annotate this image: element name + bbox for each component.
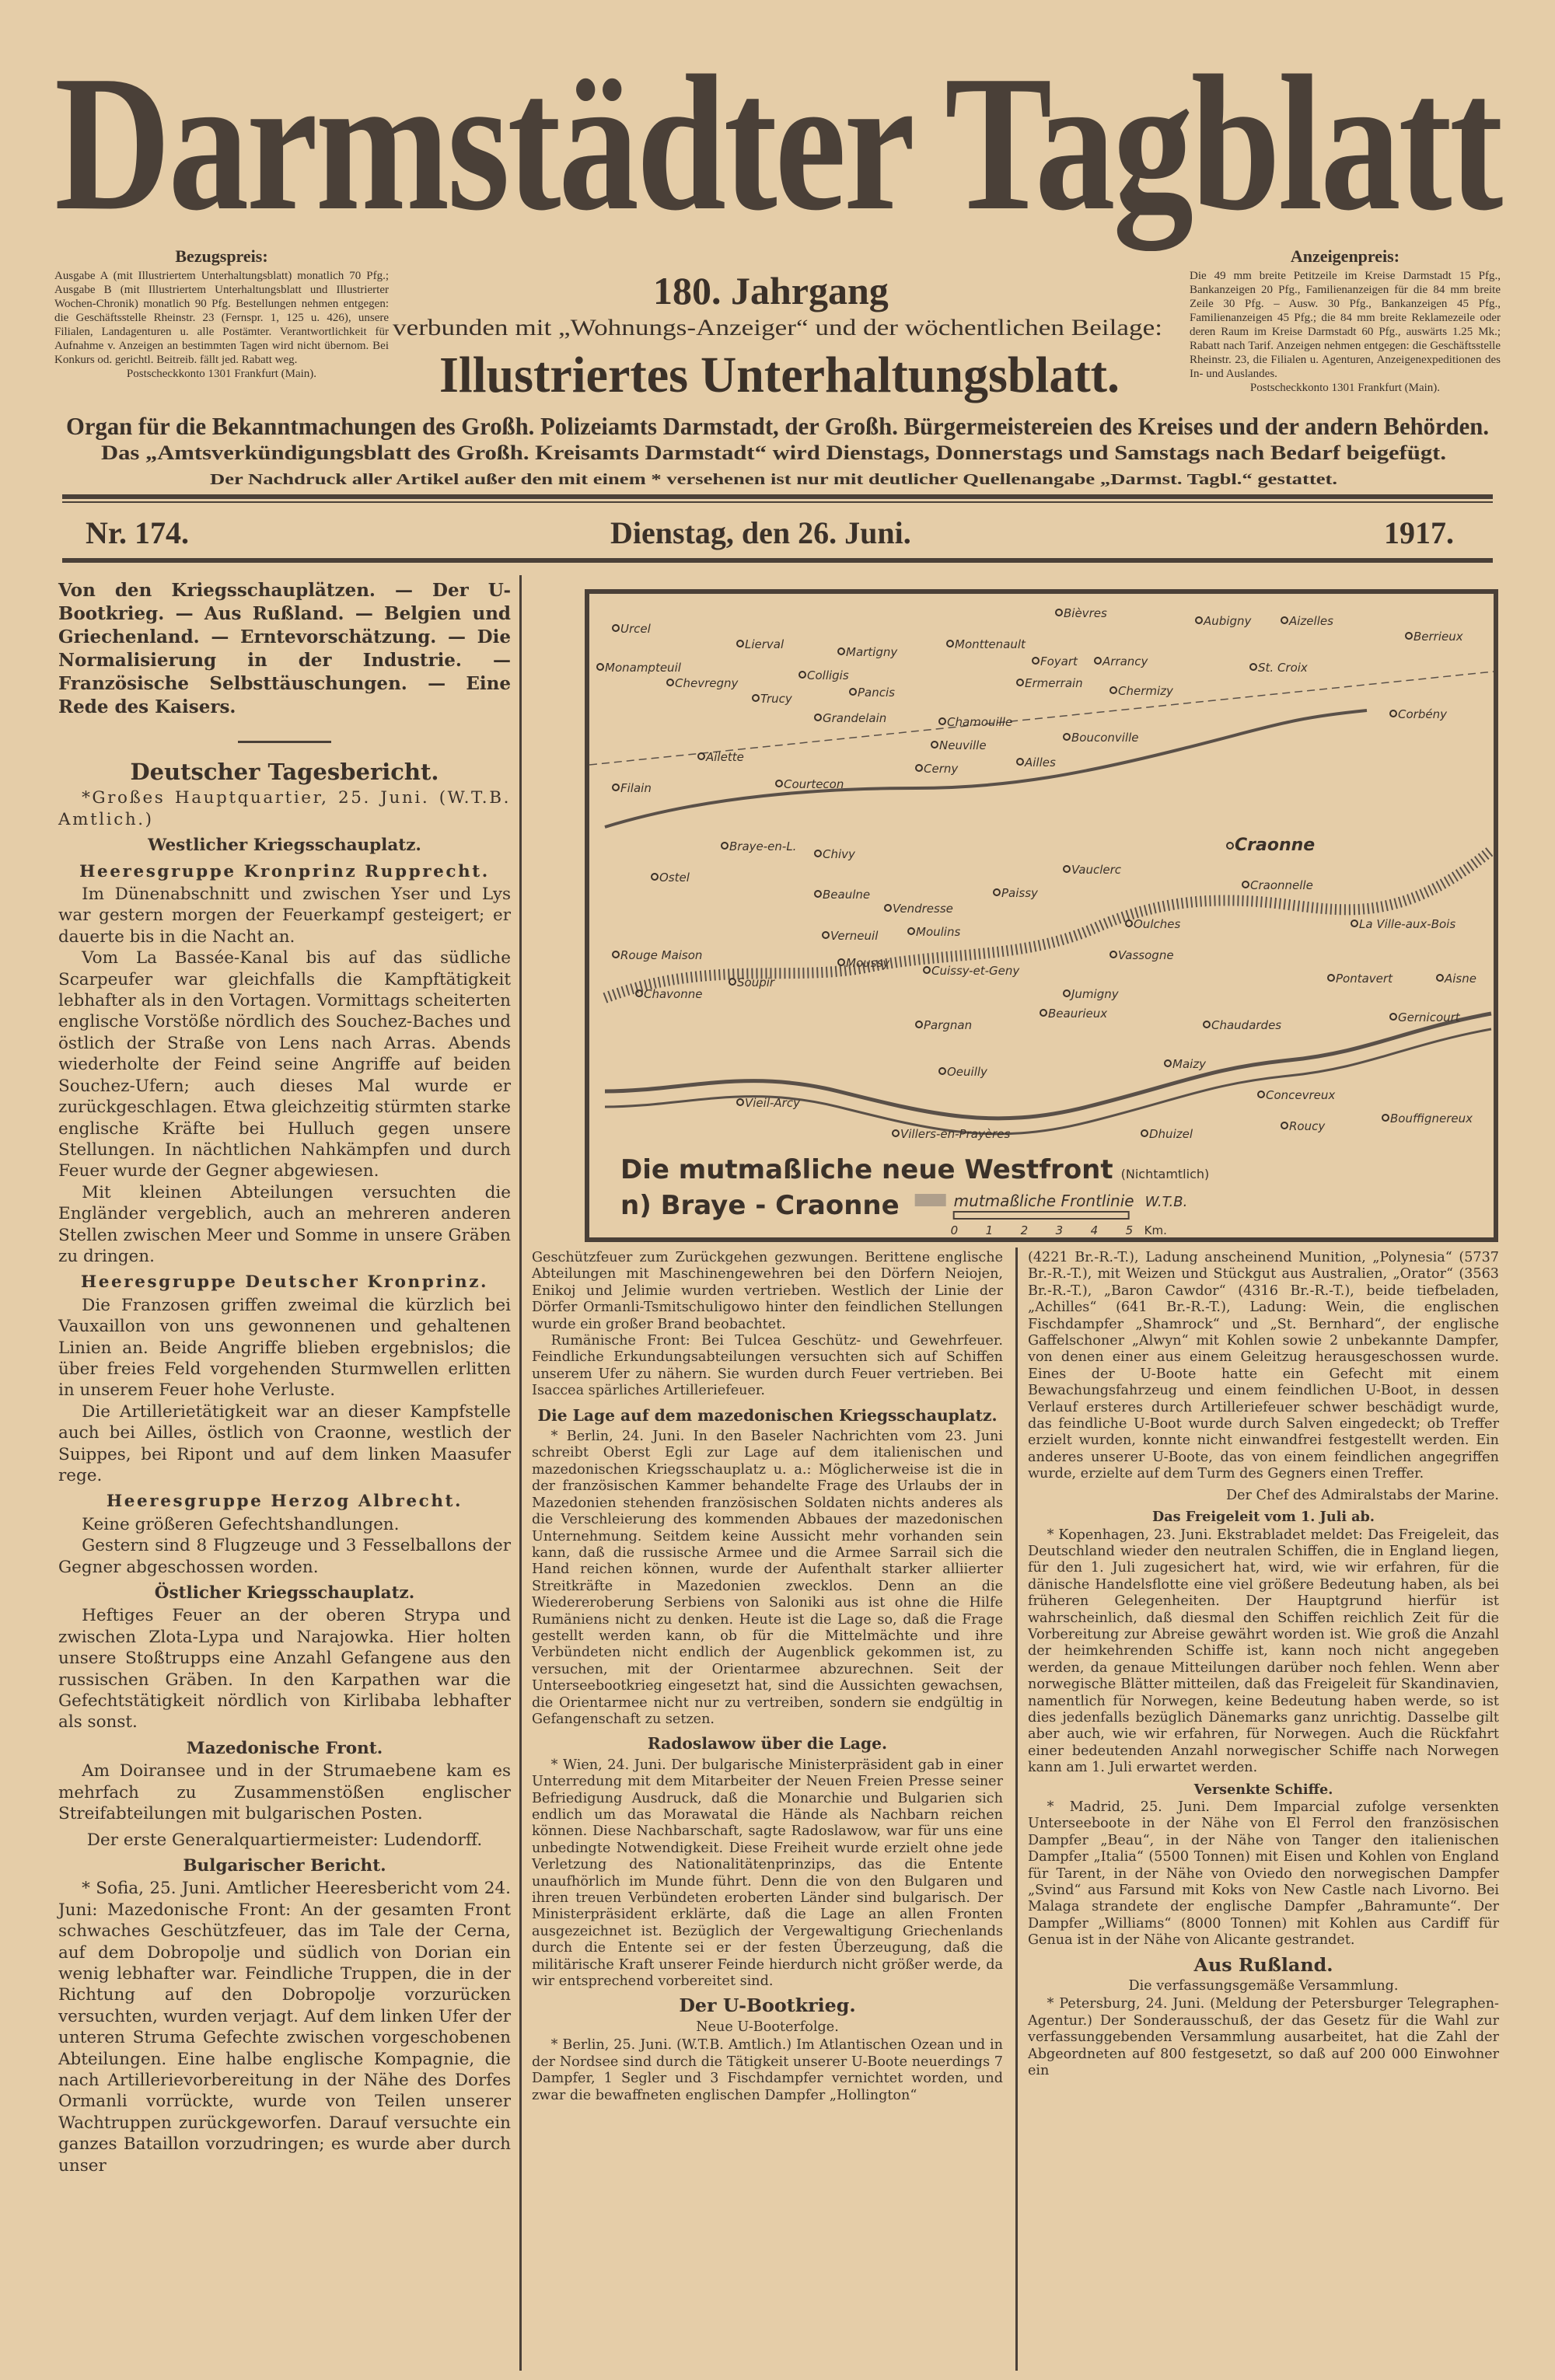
place-label: Villers-en-Prayères (900, 1127, 1011, 1141)
column-2 (532, 1250, 1003, 2104)
place-label: Aisne (1445, 972, 1476, 986)
place-label: Paissy (1001, 886, 1038, 900)
place-label: Foyart (1040, 654, 1078, 668)
place-label: Chavonne (644, 987, 703, 1001)
place-label: Ostel (659, 871, 690, 885)
place-label: Vieil-Arcy (745, 1096, 800, 1110)
paragraph: Im Dünenabschnitt und zwischen Yser und Lys war gestern morgen der Feuerkampf gesteigert; er dauerte bis in die Nacht an. (58, 885, 511, 947)
paragraph: Vom La Bassée-Kanal bis auf das südliche Scarpeufer war gleichfalls die Kampftätigkeit lebhafter als in den Vortagen. Vormittags scheiterten englische Vorstöße nördlich des Souchez-Baches und östlich der Straße von Lens nach Arras. Abends wiederholte der Feind seine Angriffe auf beiden Souchez-Ufern; auch dieses Mal wurde er zurückgeschlagen. Etwa gleichzeitig stürmten starke englische Kräfte bei Hulluch gegen unsere Stellungen. In nächtlichen Nahkämpfen und durch Feuer wurde der Gegner abgewiesen. (58, 948, 511, 1181)
paragraph: * Madrid, 25. Juni. Dem Imparcial zufolge versenkten Unterseeboote in der Nähe von El Ferrol den französischen Dampfer „Beau“, in der Nähe von Tanger den italienischen Dampfer „Italia“ (5500 Tonnen) mit Eisen und Kohlen von England für Tarent, in der Nähe von Oviedo den norwegischen Dampfer „Svind“ aus Farsund mit Koks von New Castle nach Livorno. Bei Malaga strandete der englische Dampfer „Bahramunte“. Der Dampfer „Williams“ (8000 Tonnen) mit Kohlen aus Cardiff für Genua ist in der Nähe von Alicante gestrandet. (1028, 1799, 1499, 1949)
place-marker (597, 664, 603, 670)
place-marker (1064, 866, 1070, 872)
place-marker (1064, 990, 1070, 996)
place-label: Ailette (706, 750, 744, 764)
place-label: Cerny (924, 762, 959, 776)
amtsblatt-line: Das „Amtsverkündigungsblatt des Großh. Kreisamts Darmstadt“ wird Dienstags, Donnerstags und Samstags nach Bedarf beigefügt. (101, 441, 1446, 464)
place-marker (931, 742, 938, 748)
place-label: Arrancy (1102, 654, 1148, 668)
paragraph: * Berlin, 24. Juni. In den Baseler Nachrichten vom 23. Juni schreibt Oberst Egli zur Lage auf dem italienischen und mazedonischen Kriegsschauplatz u. a.: Möglicherweise ist die in der französischen Kammer behandelte Frage des Urlaubs der in Mazedonien stehenden französischen Soldaten nichts anderes als die Verschleierung des kommenden Abbaues der mazedonischen Unternehmung. Seitdem keine Aussicht mehr vorhanden sein kann, daß die russische Armee und die Armee Sarrail sich die Hand reichen können, wurde der Aufenthalt starker alliierter Streitkräfte in Mazedonien zwecklos. Denn an die Wiedereroberung Serbiens von Saloniki aus ist ohne die Hilfe Rumäniens nicht zu denken. Heute ist die Lage so, daß die Frage gestellt werden kann, ob für die Mittelmächte und ihre Verbündeten nicht endlich der Augenblick gekommen ist, zu versuchen, mit der Orientarmee abzurechnen. Seit der Unterseebootkrieg eingesetzt hat, sind die Aussichten gewachsen, die Orientarmee nicht nur zu vertreiben, sondern sie endgültig in Gefangenschaft zu setzen. (532, 1429, 1003, 1727)
scale-tick: 4 (1090, 1223, 1099, 1237)
paragraph: Rumänische Front: Bei Tulcea Geschütz- und Gewehrfeuer. Feindliche Erkundungsabteilungen versuchten sich auf Schiffen unserem Ufer zu nähern. Sie wurden durch Feuer vertrieben. Bei Isaccea spärliches Artilleriefeuer. (532, 1333, 1003, 1399)
place-marker (1258, 1091, 1264, 1098)
anzeigenpreis-heading: Anzeigenpreis: (1290, 246, 1400, 266)
place-label: Beaurieux (1048, 1007, 1108, 1021)
place-marker (924, 967, 930, 973)
place-marker (1328, 975, 1334, 981)
place-label: Pargnan (924, 1018, 973, 1032)
place-label: Moussy (846, 956, 890, 970)
place-label: Craonne (1235, 836, 1316, 855)
place-label: Grandelain (823, 711, 887, 725)
organ-line: Organ für die Bekanntmachungen des Großh. Polizeiamts Darmstadt, der Großh. Bürgermeistereien des Kreises und der andern Behörden. (66, 412, 1489, 440)
map-drawing (589, 594, 1494, 1237)
scale-tick: 2 (1020, 1223, 1029, 1237)
place-marker (908, 928, 914, 934)
place-label: Martigny (846, 645, 898, 659)
place-label: Chamouille (947, 715, 1013, 729)
place-label: Roucy (1289, 1119, 1326, 1133)
legend-swatch (915, 1194, 946, 1206)
place-label: Vendresse (893, 902, 953, 916)
article-heading: Aus Rußland. (1193, 1953, 1333, 1976)
anzeigenpreis-footer: Postscheckkonto 1301 Frankfurt (Main). (1249, 382, 1441, 394)
place-label: Chivy (823, 847, 855, 861)
place-label: Verneuil (830, 929, 879, 943)
place-label: Concevreux (1266, 1088, 1336, 1102)
dateline: *Großes Hauptquartier, 25. Juni. (W.T.B. Amtlich.) (58, 788, 511, 829)
place-label: Craonnelle (1250, 878, 1313, 892)
paragraph: * Petersburg, 24. Juni. (Meldung der Petersburger Telegraphen-Agentur.) Der Sonderausschuß, der das Gesetz für die Wahl zur verfassunggebenden Versammlung ausarbeitet, hat die Zahl der Abgeordneten auf 800 festgesetzt, so daß auf 200 000 Einwohner ein (1028, 1996, 1499, 2079)
bezugspreis-heading: Bezugspreis: (175, 246, 268, 266)
place-marker (815, 891, 821, 897)
place-marker (799, 672, 805, 678)
place-label: Soupir (737, 975, 775, 989)
place-marker (994, 889, 1000, 895)
masthead-rule (62, 494, 1493, 499)
column-1 (58, 579, 511, 2176)
place-marker (893, 1130, 899, 1136)
place-label: Neuville (939, 738, 987, 752)
place-label: Rouge Maison (620, 948, 703, 962)
place-marker (1382, 1115, 1389, 1121)
place-label: Chevregny (675, 676, 739, 690)
article-subheading: Neue U-Booterfolge. (696, 2019, 839, 2035)
issue-date: Dienstag, den 26. Juni. (610, 515, 911, 550)
place-marker (947, 640, 953, 647)
place-label: Vassogne (1118, 948, 1174, 962)
paragraph: * Wien, 24. Juni. Der bulgarische Ministerpräsident gab in einer Unterredung mit dem Mitarbeiter der Neuen Freien Presse seiner Befriedigung Ausdruck, daß die Monarchie und Bulgarien sich endlich um das Morawatal die Hände als Nachbarn reichen können. Diese Nachbarschaft, sagte Radoslawow, war für uns eine unbedingte Notwendigkeit. Diese Freiheit wurde erzielt ohne jede Verletzung des Nationalitätenprinzips, das die Entente unaufhörlich im Munde führt. Denn die von den Bulgaren und ihren treuen Verbündeten eroberten Länder sind bulgarisch. Der Ministerpräsident erklärte, daß die Lage an allen Fronten ausgezeichnet ist. Bezüglich der Vergewaltigung Griechenlands durch die Entente sei er der festen Überzeugung, daß die militärische Kraft unserer Feinde hierdurch nicht größer werde, da wir entsprechend vorbereitet sind. (532, 1757, 1003, 1990)
column-rule (519, 575, 522, 2371)
place-label: Pontavert (1336, 972, 1393, 986)
place-marker (1141, 1130, 1148, 1136)
place-marker (636, 990, 642, 996)
place-marker (916, 765, 922, 771)
signature: Der erste Generalquartiermeister: Ludendorff. (86, 1830, 483, 1850)
place-label: La Ville-aux-Bois (1359, 917, 1456, 931)
place-marker (1165, 1060, 1171, 1066)
place-marker (939, 718, 945, 724)
anzeigenpreis-box (1190, 247, 1501, 395)
place-label: Dhuizel (1149, 1127, 1193, 1141)
paragraph: Am Doiransee und in der Strumaebene kam es mehrfach zu Zusammenstößen englischer Streifabteilungen mit bulgarischen Posten. (58, 1761, 511, 1824)
place-marker (1250, 664, 1256, 670)
paragraph: Mit kleinen Abteilungen versuchten die Engländer vergeblich, auch an mehreren anderen Stellen zwischen Meer und Somme in unsere Gräben zu dringen. (58, 1182, 511, 1266)
paragraph: Die Franzosen griffen zweimal die kürzlich bei Vauxaillon von uns gewonnenen und gehaltenen Linien an. Beide Angriffe blieben ergebnislos; die über freies Feld vorgehenden Sturmwellen erlitten in unserem Feuer hohe Verluste. (58, 1295, 511, 1401)
place-marker (1033, 658, 1039, 664)
place-label: Bouconville (1071, 731, 1139, 745)
place-marker (1227, 843, 1233, 849)
place-label: Gernicourt (1398, 1010, 1460, 1024)
subsection-heading: Heeresgruppe Deutscher Kronprinz. (80, 1272, 489, 1293)
place-marker (698, 753, 704, 759)
place-marker (1110, 951, 1116, 958)
article-heading: Die Lage auf dem mazedonischen Kriegsschauplatz. (537, 1405, 998, 1425)
place-label: Aubigny (1204, 614, 1252, 628)
paragraph: Gestern sind 8 Flugzeuge und 3 Fesselballons der Gegner abgeschossen worden. (58, 1536, 511, 1577)
paragraph: * Kopenhagen, 23. Juni. Ekstrabladet meldet: Das Freigeleit, das Deutschland wieder den neutralen Schiffen, die in England liegen, für den 1. Juli zugesichert hat, wird, wie wir erfahren, für die dänische Handelsflotte eine viel größere Bedeutung haben, als bei früheren Gelegenheiten. Der Hauptgrund hierfür ist wahrscheinlich, daß diesmal den Schiffen reichlich Zeit für die Vorbereitung zur Abreise gewährt worden ist. Wie groß die Anzahl der heimkehrenden Schiffe ist, kann noch nicht angegeben werden, da genaue Mitteilungen darüber noch fehlen. Wenn aber norwegische Blätter mitteilen, daß das Freigeleit für Skandinavien, namentlich für Norwegen, keine Bedeutung haben werde, so ist dies jedenfalls bezüglich Dänemarks ganz unrichtig. Dasselbe gilt aber auch, wie wir erfahren, für Norwegen. Auch die Rückfahrt einer bedeutenden Anzahl norwegischer Schiffe nach Norwegen kann am 1. Juli erwartet werden. (1028, 1527, 1499, 1776)
place-marker (916, 1021, 922, 1028)
place-marker (667, 679, 673, 686)
place-label: Trucy (760, 692, 792, 706)
place-label: Chaudardes (1211, 1018, 1282, 1032)
dateline-rule (62, 558, 1493, 563)
place-marker (1351, 920, 1358, 927)
paragraph: * Sofia, 25. Juni. Amtlicher Heeresbericht vom 24. Juni: Mazedonische Front: An der gesamten Front schwaches Geschützfeuer, das im Tale der Cerna, auf dem Dobropolje und südlich von Dorian ein wenig lebhafter war. Feindliche Truppen, die in der Richtung auf den Dobropolje vorzurücken versuchten, wurden verjagt. Auf dem linken Ufer der unteren Struma Gefechte zwischen vorgeschobenen Abteilungen. Eine halbe englische Kompagnie, die nach Artillerievorbereitung in der Nähe des Dorfes Ormanli vorrückte, wurde von Teilen unserer Wachtruppen zurückgeworfen. Darauf versuchte ein ganzes Bataillon vorzudringen; es wurde aber durch unser (58, 1879, 511, 2176)
place-label: Filain (620, 781, 652, 795)
column-rule (1015, 1248, 1018, 2371)
supplement-note: verbunden mit „Wohnungs-Anzeiger“ und der wöchentlichen Beilage: (393, 315, 1162, 340)
masthead-rule-thin (62, 501, 1493, 503)
anzeigenpreis-text: Die 49 mm breite Petitzeile im Kreise Darmstadt 15 Pfg., Bankanzeigen 20 Pfg., Familienanzeigen für die 84 mm breite Zeile 30 Pfg. – Ausw. 30 Pfg., Bankanzeigen 45 Pfg., Familienanzeigen 45 Pfg.; die 84 mm breite Reklamezeile oder deren Raum im Kreise Darmstadt 60 Pfg., auswärts 1.25 Mk.; Rabatt nach Tarif. Anzeigen nehmen entgegen: die Geschäftsstelle Rheinstr. 23, die Filialen u. Agenturen, Anzeigenexpeditionen des In- und Auslandes. (1190, 270, 1501, 380)
separator (238, 741, 331, 743)
place-marker (613, 951, 619, 958)
scale-unit: Km. (1144, 1223, 1167, 1237)
place-label: Bouffignereux (1390, 1111, 1473, 1125)
place-marker (652, 874, 658, 880)
paragraph: * Berlin, 25. Juni. (W.T.B. Amtlich.) Im Atlantischen Ozean und in der Nordsee sind durch die Tätigkeit unserer U-Boote neuerdings 7 Dampfer, 1 Segler und 3 Fischdampfer vernichtet worden, und zwar die bewaffneten englischen Dampfer „Hollington“ (532, 2037, 1003, 2103)
article-heading: Radoslawow über die Lage. (647, 1734, 888, 1754)
section-heading: Mazedonische Front. (186, 1738, 383, 1758)
newspaper-title: Darmstädter Tagblatt (54, 36, 1501, 251)
scale-tick: 3 (1055, 1223, 1064, 1237)
place-label: Courtecon (784, 777, 844, 791)
place-marker (1017, 679, 1023, 686)
paragraph: Geschützfeuer zum Zurückgehen gezwungen. Berittene englische Abteilungen mit Maschinengewehren bei den Dörfern Neiojen, Enikoj und Jelimie wurden vertrieben. Westlich der Linie der Dörfer Ormanli-Tsmitschuligowo hinter den feindlichen Stellungen wurde ein großer Brand beobachtet. (532, 1250, 1003, 1332)
article-heading: Der U-Bootkrieg. (679, 1994, 856, 2017)
subsection-heading: Heeresgruppe Kronprinz Rupprecht. (79, 861, 490, 881)
place-marker (815, 714, 821, 721)
article-heading: Das Freigeleit vom 1. Juli ab. (1152, 1509, 1375, 1526)
legend-label: mutmaßliche Frontlinie (953, 1192, 1134, 1210)
place-marker (1040, 1010, 1047, 1016)
place-marker (1390, 710, 1396, 717)
place-label: Chermizy (1118, 684, 1173, 698)
place-label: Braye-en-L. (729, 839, 797, 853)
article-heading: Versenkte Schiffe. (1193, 1781, 1333, 1798)
issue-year: 1917. (1384, 515, 1454, 550)
scale-tick: 1 (985, 1223, 994, 1237)
place-label: Cuissy-et-Geny (931, 964, 1020, 978)
article-heading: Deutscher Tagesbericht. (130, 759, 439, 785)
place-label: Beaulne (823, 888, 871, 902)
place-marker (1126, 920, 1132, 927)
place-label: Monttenault (955, 637, 1026, 651)
front-map (585, 589, 1498, 1242)
place-marker (815, 850, 821, 857)
place-label: Urcel (620, 622, 651, 636)
map-credit: W.T.B. (1144, 1194, 1188, 1210)
bezugspreis-box (54, 247, 389, 381)
place-marker (1064, 734, 1070, 740)
paragraph: Die Artillerietätigkeit war an dieser Kampfstelle auch bei Ailles, östlich von Craonne, westlich der Suippes, bei Ripont und auf dem linken Maasufer rege. (58, 1401, 511, 1485)
jahrgang: 180. Jahrgang (653, 269, 889, 312)
reprint-notice: Der Nachdruck aller Artikel außer den mit einem * versehenen ist nur mit deutlicher Quellenangabe „Darmst. Tagbl.“ gestattet. (210, 471, 1337, 488)
place-label: Colligis (807, 668, 849, 682)
map-caption-sub: n) Braye - Craonne (620, 1190, 900, 1221)
place-label: St. Croix (1258, 661, 1308, 675)
place-label: Oulches (1134, 917, 1181, 931)
section-heading: Westlicher Kriegsschauplatz. (148, 836, 421, 856)
contents-summary: Von den Kriegsschauplätzen. — Der U-Bootkrieg. — Aus Rußland. — Belgien und Griechenland. — Erntevorschätzung. — Die Normalisierung in der Industrie. — Französische Selbsttäuschungen. — Eine Rede des Kaisers. (58, 580, 511, 717)
scale-bar (954, 1212, 1129, 1219)
place-marker (823, 932, 829, 938)
place-marker (1095, 658, 1101, 664)
place-marker (722, 843, 728, 849)
place-label: Aizelles (1289, 614, 1333, 628)
signature: Der Chef des Admiralstabs der Marine. (1226, 1487, 1499, 1503)
place-marker (1390, 1014, 1396, 1020)
place-marker (1242, 881, 1249, 888)
place-label: Jumigny (1071, 987, 1119, 1001)
place-label: Berrieux (1413, 630, 1463, 644)
place-marker (613, 625, 619, 631)
supplement-title: Illustriertes Unterhaltungsblatt. (439, 347, 1120, 403)
scale-tick: 5 (1125, 1223, 1134, 1237)
place-marker (1281, 617, 1288, 623)
issue-number: Nr. 174. (86, 515, 189, 550)
scale-tick: 0 (950, 1223, 959, 1237)
place-marker (1017, 759, 1023, 765)
section-heading: Östlicher Kriegsschauplatz. (154, 1583, 415, 1604)
place-marker (939, 1068, 945, 1074)
paragraph: Keine größeren Gefechtshandlungen. (82, 1514, 400, 1534)
place-marker (1110, 687, 1116, 693)
place-marker (753, 695, 759, 701)
place-label: Moulins (916, 925, 961, 939)
place-marker (776, 780, 782, 787)
place-marker (1196, 617, 1202, 623)
place-marker (838, 648, 844, 654)
article-subheading: Die verfassungsgemäße Versammlung. (1128, 1978, 1399, 1994)
place-marker (885, 905, 891, 911)
place-marker (737, 640, 743, 647)
place-label: Bièvres (1064, 606, 1107, 620)
place-marker (1406, 633, 1412, 639)
subsection-heading: Heeresgruppe Herzog Albrecht. (106, 1492, 463, 1512)
place-label: Vauclerc (1071, 863, 1122, 877)
place-label: Oeuilly (947, 1065, 987, 1079)
place-label: Ailles (1025, 756, 1056, 769)
place-marker (1204, 1021, 1210, 1028)
column-3 (1028, 1250, 1499, 2080)
place-label: Monampteuil (605, 661, 681, 675)
place-label: Ermerrain (1025, 676, 1083, 690)
map-caption: Die mutmaßliche neue Westfront (620, 1154, 1113, 1185)
section-heading: Bulgarischer Bericht. (183, 1855, 386, 1876)
place-label: Lierval (745, 637, 784, 651)
place-marker (1056, 609, 1062, 616)
place-marker (737, 1099, 743, 1105)
place-marker (1437, 975, 1443, 981)
place-marker (1281, 1122, 1288, 1129)
place-marker (729, 979, 736, 985)
place-marker (850, 689, 856, 695)
paragraph: (4221 Br.-R.-T.), Ladung anscheinend Munition, „Polynesia“ (5737 Br.-R.-T.), mit Weizen und Stückgut aus Australien, „Orator“ (3563 Br.-R.-T.), „Baron Cawdor“ (4316 Br.-R.-T.), beide tiefbeladen, „Achilles“ (641 Br.-R.-T.), Ladung: Wein, die englischen Fischdampfer „Shamrock“ und „St. Bernhard“, der englische Gaffelschoner „Alwyn“ mit Kohlen sowie 2 unbekannte Dampfer, von denen einer aus einem Geleitzug herausgeschossen wurde. Eines der U-Boote hatte ein Gefecht mit einem Bewachungsfahrzeug und einem feindlichen U-Boot, in dessen Verlauf ersteres durch Artilleriefeuer schwer beschädigt wurde, das feindliche U-Boot wurde durch Salven eingedeckt; ob Treffer erzielt wurden, konnte nicht einwandfrei festgestellt werden. Ein anderes unserer U-Boote, das von einem feindlichen angegriffen wurde, erzielte auf dem Turm des Gegners einen Treffer. (1028, 1250, 1499, 1482)
place-label: Pancis (858, 686, 895, 700)
place-label: Corbény (1398, 707, 1447, 721)
place-marker (838, 959, 844, 965)
place-marker (613, 784, 619, 790)
map-caption-note: (Nichtamtlich) (1120, 1167, 1210, 1181)
bezugspreis-footer: Postscheckkonto 1301 Frankfurt (Main). (126, 368, 317, 380)
paragraph: Heftiges Feuer an der oberen Strypa und zwischen Zlota-Lypa und Narajowka. Hier holten unsere Stoßtrupps eine Anzahl Gefangene aus den russischen Gräben. In den Karpathen war die Gefechtstätigkeit nördlich von Kirlibaba lebhafter als sonst. (58, 1606, 511, 1733)
place-label: Maizy (1172, 1057, 1207, 1071)
bezugspreis-text: Ausgabe A (mit Illustriertem Unterhaltungsblatt) monatlich 70 Pfg.; Ausgabe B (mit Illustriertem Unterhaltungsblatt und Illustrierter Wochen-Chronik) monatlich 90 Pfg. Bestellungen nehmen entgegen: die Geschäftsstelle Rheinstr. 23 (Fernspr. 1, 125 u. 426), unsere Filialen, Landagenturen u. alle Postämter. Verantwortlichkeit für Aufnahme v. Anzeigen an bestimmten Tagen wird nicht übernom. Bei Konkurs od. gerichtl. Beitreib. fällt jed. Rabatt weg. (54, 270, 389, 366)
